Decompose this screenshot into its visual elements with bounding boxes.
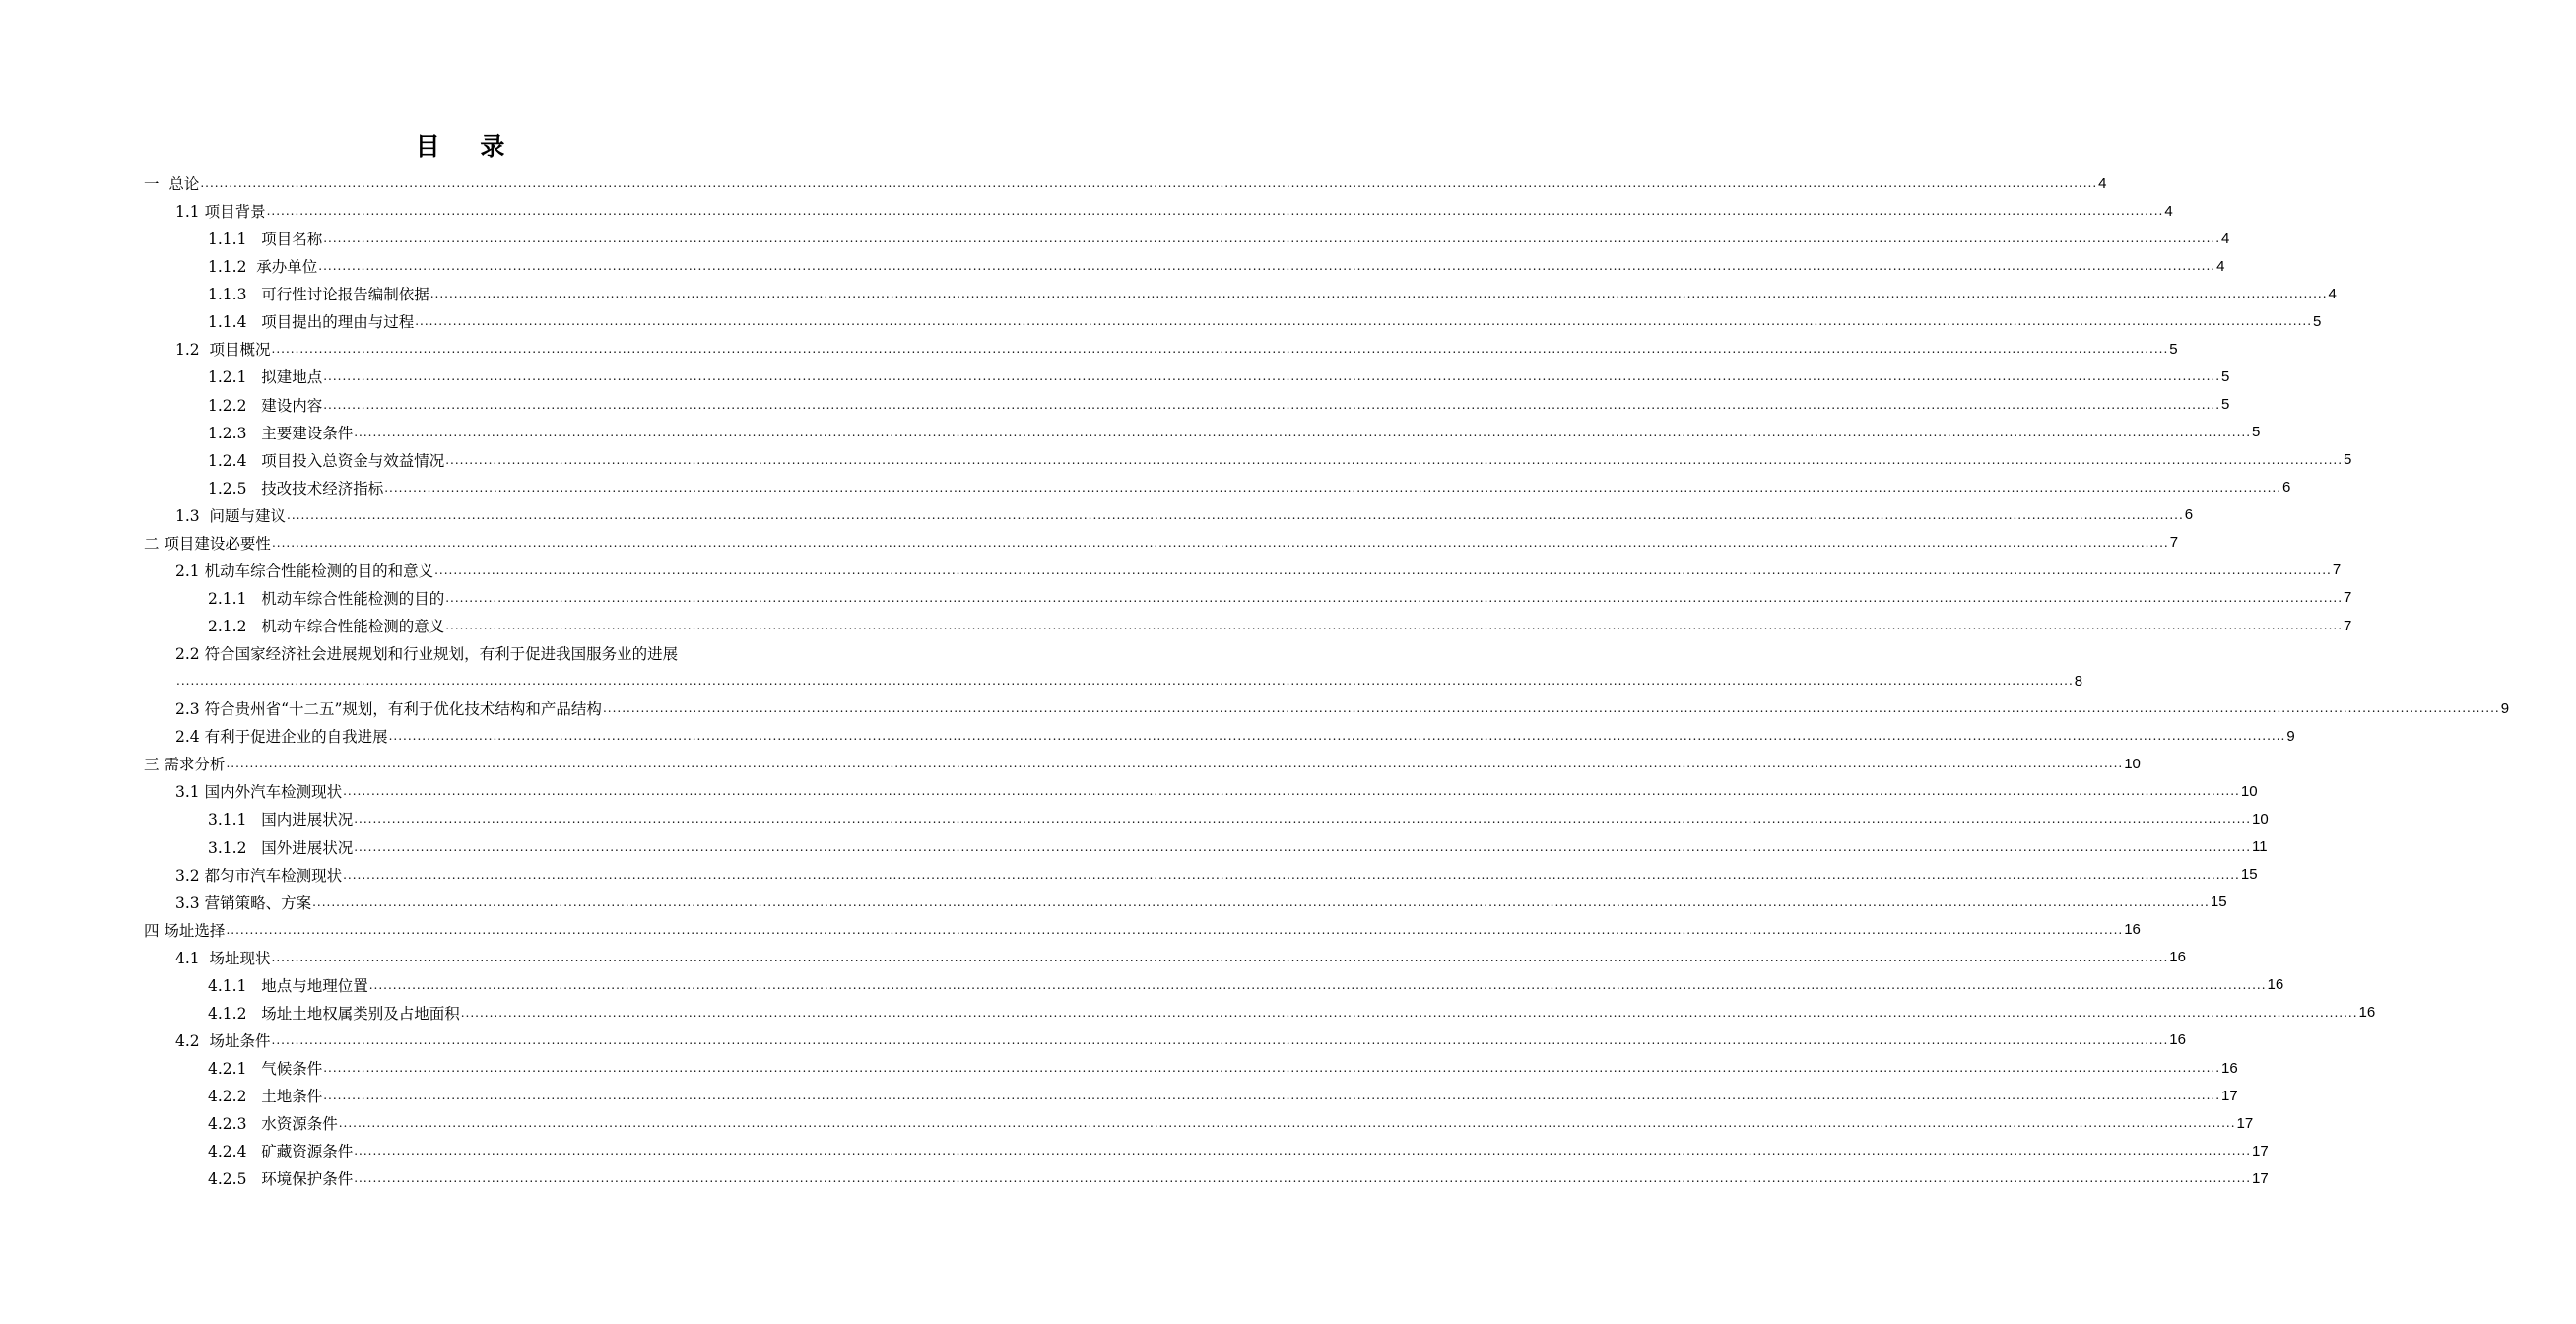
toc-entry[interactable] [144, 861, 2258, 889]
toc-entry-label: 4.2.2 土地条件 [208, 1088, 323, 1106]
toc-entry[interactable] [144, 916, 2141, 944]
toc-entry[interactable] [144, 1082, 2238, 1109]
toc-page-number: 10 [2252, 810, 2269, 828]
toc-leader-dots: ................................................................................................................................................................................................................................................................................................................................................................................................................ [343, 784, 2240, 799]
toc-entry[interactable] [144, 944, 2186, 971]
toc-leader-dots: ................................................................................................................................................................................................................................................................................................................................................................................................................ [354, 1171, 2252, 1186]
toc-entry[interactable] [144, 501, 2194, 529]
toc-entry-label: 1.2.3 主要建设条件 [208, 424, 354, 442]
toc-page-number: 16 [2169, 1031, 2186, 1049]
toc-page-number: 5 [2313, 312, 2322, 330]
toc-entry-label: 4.2.5 环境保护条件 [208, 1170, 354, 1189]
toc-page-number: 5 [2344, 451, 2352, 469]
toc-page-number: 5 [2252, 424, 2261, 441]
toc-leader-dots: ................................................................................................................................................................................................................................................................................................................................................................................................................ [445, 590, 2344, 605]
toc-entry-label: 2.1.1 机动车综合性能检测的目的 [208, 589, 445, 608]
toc-page-number: 5 [2221, 367, 2230, 385]
toc-entry-label: 3.1 国内外汽车检测现状 [175, 783, 343, 802]
toc-leader-dots: ................................................................................................................................................................................................................................................................................................................................................................................................................ [323, 1061, 2221, 1076]
toc-entry-label: 1.2.1 拟建地点 [208, 368, 323, 387]
toc-entry-label: 1.1.2 承办单位 [208, 258, 318, 277]
toc-page-number: 9 [2286, 727, 2295, 745]
toc-leader-dots: ................................................................................................................................................................................................................................................................................................................................................................................................................ [323, 232, 2221, 246]
toc-page-number: 4 [2221, 230, 2230, 247]
toc-page-number: 16 [2267, 976, 2284, 994]
toc-leader-dots: ................................................................................................................................................................................................................................................................................................................................................................................................................ [271, 342, 2169, 357]
toc-entry[interactable] [144, 169, 2107, 197]
toc-leader-dots: ................................................................................................................................................................................................................................................................................................................................................................................................................ [445, 619, 2344, 633]
toc-entry[interactable] [144, 446, 2352, 474]
toc-page-number: 17 [2252, 1169, 2269, 1187]
toc-leader-dots: ................................................................................................................................................................................................................................................................................................................................................................................................................ [323, 397, 2221, 412]
toc-entry[interactable] [144, 197, 2173, 225]
toc-page-number: 16 [2358, 1004, 2376, 1022]
toc-page-number: 15 [2240, 866, 2258, 884]
toc-entry-label: 1.1.3 可行性讨论报告编制依据 [208, 286, 429, 304]
toc-entry-label: 一 总论 [144, 175, 200, 194]
toc-leader-dots: ................................................................................................................................................................................................................................................................................................................................................................................................................ [226, 757, 2124, 771]
toc-entry-label: 4.2.4 矿藏资源条件 [208, 1143, 354, 1161]
toc-leader-dots: ................................................................................................................................................................................................................................................................................................................................................................................................................ [388, 729, 2286, 744]
toc-entry-label: 1.2.2 建设内容 [208, 396, 323, 415]
toc-entry-label: 1.1.1 项目名称 [208, 231, 323, 249]
toc-entry-label: 4.1 场址现状 [175, 949, 271, 967]
toc-page-number: 10 [2124, 755, 2141, 772]
toc-entry-label: 4.1.2 场址土地权属类别及占地面积 [208, 1004, 460, 1023]
toc-leader-dots: ................................................................................................................................................................................................................................................................................................................................................................................................................ [602, 701, 2500, 716]
toc-page-number: 4 [2098, 174, 2107, 192]
toc-page-number: 6 [2184, 506, 2194, 524]
toc-entry-label: 1.2 项目概况 [175, 341, 271, 360]
toc-entry[interactable] [144, 639, 796, 667]
toc-page-number: 16 [2169, 949, 2186, 966]
toc-entry[interactable] [144, 612, 2352, 639]
toc-entry-label: 1.2.5 技改技术经济指标 [208, 479, 384, 497]
toc-entry-label: 2.3 符合贵州省“十二五”规划，有利于优化技术结构和产品结构 [175, 700, 602, 719]
toc-leader-dots: ................................................................................................................................................................................................................................................................................................................................................................................................................ [384, 480, 2282, 495]
toc-leader-dots: ................................................................................................................................................................................................................................................................................................................................................................................................................ [323, 1089, 2221, 1103]
toc-leader-dots: ................................................................................................................................................................................................................................................................................................................................................................................................................ [415, 314, 2313, 329]
toc-leader-dots: ................................................................................................................................................................................................................................................................................................................................................................................................................ [287, 507, 2184, 522]
toc-entry-label: 1.1.4 项目提出的理由与过程 [208, 313, 415, 332]
toc-leader-dots: ................................................................................................................................................................................................................................................................................................................................................................................................................ [271, 950, 2169, 964]
toc-page-number: 4 [2328, 285, 2337, 302]
toc-entry[interactable] [144, 1109, 2254, 1137]
toc-leader-dots: ................................................................................................................................................................................................................................................................................................................................................................................................................ [271, 1032, 2169, 1047]
toc-entry-label: 四 场址选择 [144, 921, 226, 940]
toc-entry[interactable] [144, 557, 2342, 584]
toc-page-number: 17 [2236, 1114, 2254, 1132]
toc-entry[interactable] [144, 529, 2179, 557]
toc-entry[interactable] [144, 225, 2230, 252]
toc-leader-dots: ................................................................................................................................................................................................................................................................................................................................................................................................................ [200, 176, 2098, 191]
toc-leader-dots: ................................................................................................................................................................................................................................................................................................................................................................................................................ [226, 922, 2124, 937]
toc-entry-label: 4.2.1 气候条件 [208, 1060, 323, 1079]
toc-entry[interactable] [144, 474, 2291, 501]
toc-leader-dots: ................................................................................................................................................................................................................................................................................................................................................................................................................ [343, 867, 2240, 882]
toc-leader-dots: ................................................................................................................................................................................................................................................................................................................................................................................................................ [318, 259, 2216, 274]
toc-leader-dots: ................................................................................................................................................................................................................................................................................................................................................................................................................ [266, 204, 2164, 219]
toc-page-number: 17 [2221, 1087, 2238, 1104]
toc-page-number: 10 [2240, 782, 2258, 800]
toc-entry-label: 1.2.4 项目投入总资金与效益情况 [208, 451, 445, 470]
toc-leader-dots: ................................................................................................................................................................................................................................................................................................................................................................................................................ [354, 1144, 2252, 1158]
toc-page-number: 7 [2344, 617, 2352, 634]
toc-leader-dots: ................................................................................................................................................................................................................................................................................................................................................................................................................ [368, 977, 2267, 992]
toc-entry[interactable] [144, 833, 2268, 861]
toc-page-number: 6 [2282, 479, 2291, 496]
toc-entry-label: 3.3 营销策略、方案 [175, 894, 312, 912]
toc-title: 目 录 [415, 132, 521, 161]
toc-page-number: 5 [2169, 340, 2178, 358]
toc-entry[interactable] [144, 307, 2322, 335]
toc-leader-dots: ................................................................................................................................................................................................................................................................................................................................................................................................................ [460, 1005, 2358, 1020]
toc-leader-dots: ................................................................................................................................................................................................................................................................................................................................................................................................................ [176, 674, 2074, 689]
toc-entry-label: 3.1.1 国内进展状况 [208, 811, 354, 829]
toc-leader-dots: ................................................................................................................................................................................................................................................................................................................................................................................................................ [271, 535, 2169, 550]
toc-entry-label: 2.4 有利于促进企业的自我进展 [175, 728, 388, 747]
toc-page-number: 7 [2344, 589, 2352, 607]
toc-page-number: 16 [2221, 1059, 2238, 1077]
toc-page-number: 8 [2074, 672, 2083, 690]
toc-page-number: 4 [2164, 202, 2173, 220]
toc-page-number: 11 [2252, 838, 2268, 856]
toc-entry-label: 三 需求分析 [144, 756, 226, 774]
toc-page-number: 4 [2216, 257, 2225, 275]
toc-entry[interactable] [144, 695, 2510, 722]
toc-entry[interactable] [144, 889, 2227, 916]
toc-entry-label: 1.1 项目背景 [175, 203, 266, 222]
toc-entry[interactable] [144, 777, 2258, 805]
toc-entry[interactable] [144, 750, 2141, 777]
toc-page-number: 5 [2221, 396, 2230, 414]
toc-entry-label: 2.1 机动车综合性能检测的目的和意义 [175, 562, 434, 580]
toc-entry[interactable] [144, 667, 2083, 695]
toc-page-number: 17 [2252, 1142, 2269, 1159]
toc-entry[interactable] [144, 722, 2295, 750]
toc-entry[interactable] [144, 971, 2284, 999]
toc-entry-label: 2.2 符合国家经济社会进展规划和行业规划，有利于促进我国服务业的进展 [175, 645, 679, 664]
toc-page-number: 9 [2500, 699, 2510, 717]
toc-leader-dots: ................................................................................................................................................................................................................................................................................................................................................................................................................ [338, 1116, 2236, 1131]
toc-entry[interactable] [144, 391, 2230, 419]
toc-leader-dots: ................................................................................................................................................................................................................................................................................................................................................................................................................ [312, 894, 2210, 909]
toc-entry-label: 4.1.1 地点与地理位置 [208, 976, 368, 995]
toc-entry-label: 3.1.2 国外进展状况 [208, 838, 354, 857]
toc-entry-label: 4.2 场址条件 [175, 1031, 271, 1050]
toc-entry[interactable] [144, 280, 2337, 307]
toc-entry[interactable] [144, 999, 2376, 1026]
table-of-contents [144, 169, 2510, 1192]
toc-entry[interactable] [144, 805, 2269, 832]
toc-entry[interactable] [144, 335, 2178, 363]
toc-entry[interactable] [144, 363, 2230, 390]
toc-entry[interactable] [144, 1054, 2238, 1082]
toc-entry-label: 1.3 问题与建议 [175, 506, 287, 525]
toc-page-number: 7 [2169, 534, 2179, 552]
toc-leader-dots: ................................................................................................................................................................................................................................................................................................................................................................................................................ [434, 563, 2332, 577]
toc-page-number: 16 [2124, 921, 2141, 939]
toc-leader-dots: ................................................................................................................................................................................................................................................................................................................................................................................................................ [354, 812, 2252, 827]
toc-leader-dots: ................................................................................................................................................................................................................................................................................................................................................................................................................ [354, 425, 2252, 439]
toc-leader-dots: ................................................................................................................................................................................................................................................................................................................................................................................................................ [445, 452, 2344, 467]
toc-entry[interactable] [144, 252, 2225, 280]
toc-entry-label: 4.2.3 水资源条件 [208, 1115, 338, 1134]
toc-leader-dots: ................................................................................................................................................................................................................................................................................................................................................................................................................ [354, 839, 2252, 854]
toc-entry[interactable] [144, 1164, 2269, 1192]
toc-entry-label: 二 项目建设必要性 [144, 534, 271, 553]
toc-entry-label: 3.2 都匀市汽车检测现状 [175, 866, 343, 885]
toc-entry-label: 2.1.2 机动车综合性能检测的意义 [208, 618, 445, 636]
toc-entry[interactable] [144, 1026, 2186, 1054]
toc-leader-dots: ................................................................................................................................................................................................................................................................................................................................................................................................................ [323, 369, 2221, 384]
toc-entry[interactable] [144, 584, 2352, 612]
toc-entry[interactable] [144, 419, 2261, 446]
toc-page-number: 15 [2210, 894, 2227, 911]
toc-page-number: 7 [2332, 562, 2342, 579]
toc-entry[interactable] [144, 1137, 2269, 1164]
toc-leader-dots: ................................................................................................................................................................................................................................................................................................................................................................................................................ [429, 287, 2328, 301]
